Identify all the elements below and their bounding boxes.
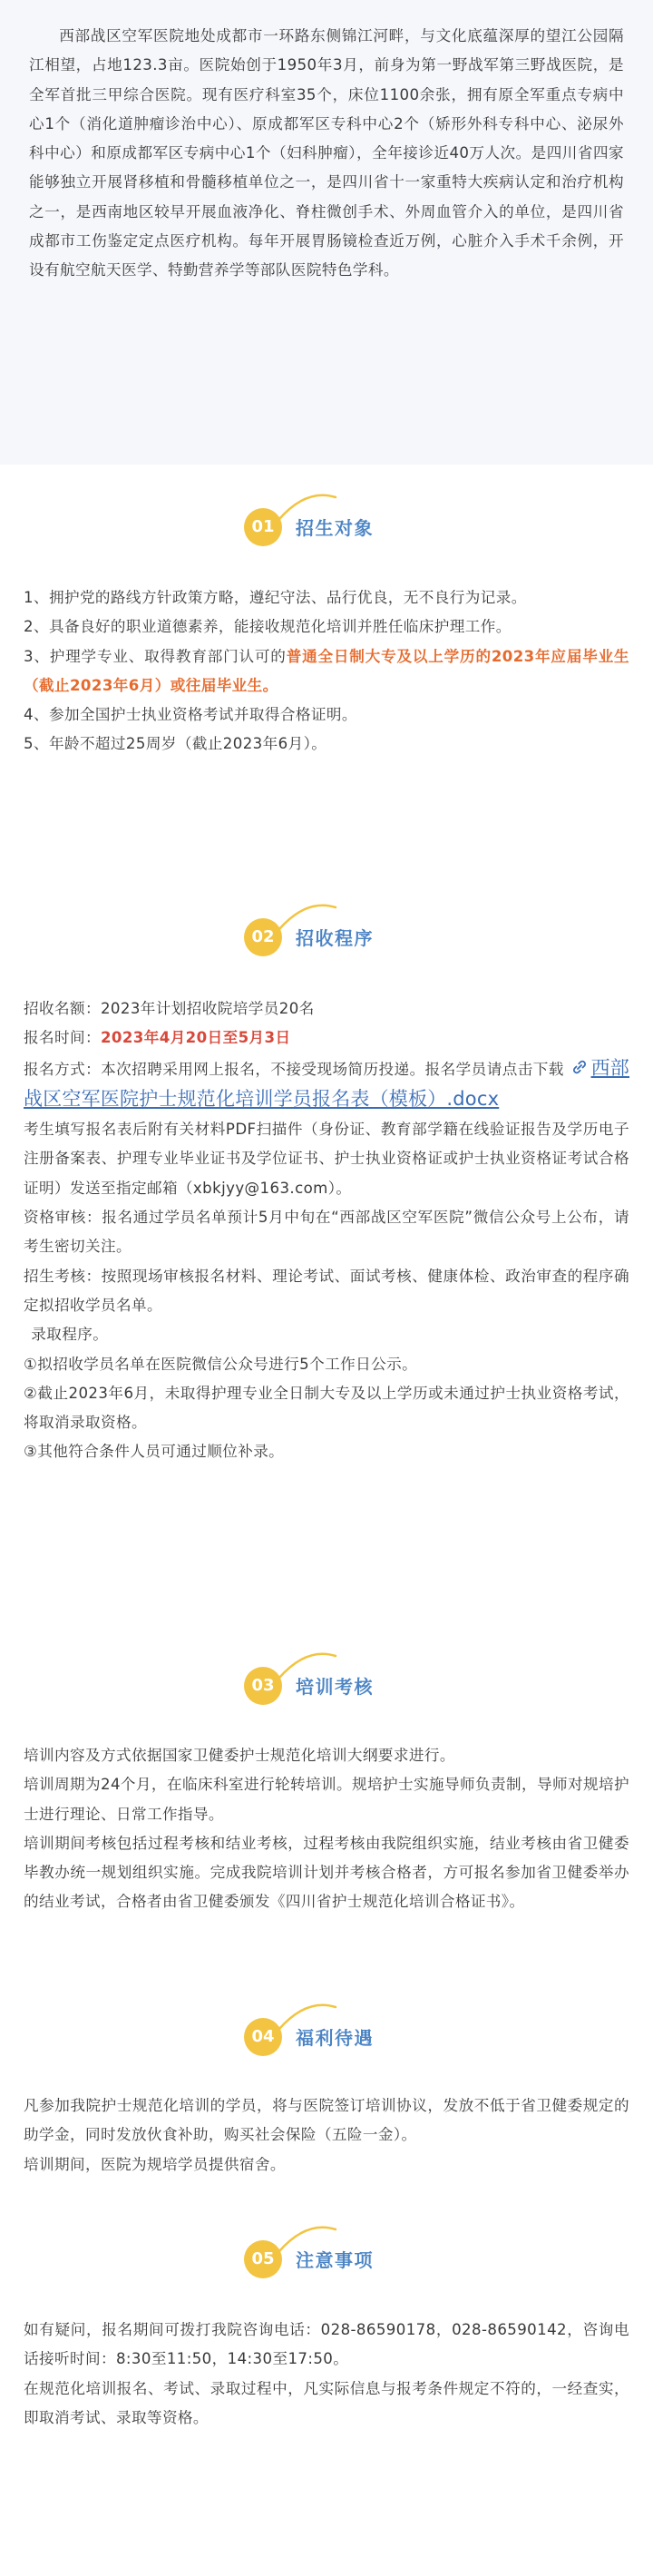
registration-form-download-link[interactable]: 西部战区空军医院护士规范化培训学员报名表（模板）.docx: [24, 1056, 630, 1110]
training-section: [0, 1741, 653, 1917]
section-heading-notes: [239, 2220, 421, 2282]
procedure-admission-2: ②截止2023年6月，未取得护理专业全日制大专及以上学历或未通过护士执业资格考试，将取消录取资格。: [24, 1384, 629, 1432]
training-paragraph-2: 培训周期为24个月，在临床科室进行轮转培训。规培护士实施导师负责制，导师对规培护士进行理论、日常工作指导。: [24, 1776, 629, 1823]
notes-paragraph-2: 在规范化培训报名、考试、录取过程中，凡实际信息与报考条件规定不符的，一经查实，即取消考试、录取等资格。: [24, 2379, 629, 2426]
recruit-target-item-5: 5、年龄不超过25周岁（截止2023年6月）。: [24, 735, 327, 753]
section-number-badge: 02: [244, 918, 282, 956]
recruit-target-item-4: 4、参加全国护士执业资格考试并取得合格证明。: [24, 706, 357, 724]
section-title: 招生对象: [296, 517, 374, 539]
training-paragraph-1: 培训内容及方式依据国家卫健委护士规范化培训大纲要求进行。: [24, 1747, 455, 1764]
section-number-badge: 03: [244, 1667, 282, 1705]
training-paragraph-3: 培训期间考核包括过程考核和结业考核，过程考核由我院组织实施，结业考核由省卫健委毕教办统一规划组织实施。完成我院培训计划并考核合格者，方可报名参加省卫健委举办的结业考试，合格者由省卫健委颁发《四川省护士规范化培训合格证书》。: [24, 1834, 629, 1911]
procedure-method-text: 报名方式：本次招聘采用网上报名，不接受现场简历投递。报名学员请点击下载: [24, 1060, 564, 1078]
section-heading-recruit-targets: [239, 488, 421, 550]
procedure-admission-1: ①拟招收学员名单在医院微信公众号进行5个工作日公示。: [24, 1355, 418, 1373]
attachment-link-icon: [570, 1057, 590, 1077]
section-title: 培训考核: [296, 1676, 374, 1698]
recruit-targets-section: [0, 583, 653, 759]
section-heading-welfare: [239, 1998, 421, 2060]
section-title: 注意事项: [296, 2249, 374, 2271]
intro-card: [0, 0, 653, 465]
item-3-text: 3、护理学专业、取得教育部门认可的: [24, 647, 287, 665]
item-3-or: 或: [170, 676, 186, 694]
procedure-admission-label: 录取程序。: [31, 1326, 109, 1344]
welfare-paragraph-2: 培训期间，医院为规培学员提供宿舍。: [24, 2155, 286, 2173]
section-heading-training: [239, 1647, 421, 1709]
procedure-exam: 招生考核：按照现场审核报名材料、理论考试、面试考核、健康体检、政治审查的程序确定拟招收学员名单。: [24, 1267, 629, 1314]
item-3-highlight-past-graduates: 往届毕业生。: [185, 676, 278, 694]
section-number-badge: 05: [244, 2240, 282, 2278]
procedure-method: [24, 1053, 629, 1116]
section-title: 福利待遇: [296, 2027, 374, 2049]
procedure-time: [24, 1024, 629, 1053]
recruit-target-item-2: 2、具备良好的职业道德素养，能接收规范化培训并胜任临床护理工作。: [24, 618, 512, 636]
procedure-section: [0, 994, 653, 1467]
procedure-quota: 招收名额：2023年计划招收院培学员20名: [24, 1000, 315, 1017]
recruit-target-item-1: 1、拥护党的路线方针政策方略，遵纪守法、品行优良，无不良行为记录。: [24, 589, 527, 606]
section-number-badge: 01: [244, 508, 282, 546]
item-3-highlight-graduates: 普通全日制大专及以上学历的2023年应届毕业生（截止2023年6月）: [24, 647, 630, 694]
welfare-section: [0, 2091, 653, 2179]
procedure-admission-3: ③其他符合条件人员可通过顺位补录。: [24, 1443, 285, 1461]
procedure-time-value: 2023年4月20日至5月3日: [100, 1029, 291, 1047]
recruit-target-item-3: [24, 642, 629, 701]
procedure-submit: 考生填写报名表后附有关材料PDF扫描件（身份证、教育部学籍在线验证报告及学历电子注册备案表、护理专业毕业证书及学位证书、护士执业资格证或护士执业资格证考试合格证明）发送至指定邮箱（xbkjyy@163.com）。: [24, 1121, 629, 1197]
procedure-time-label: 报名时间：: [24, 1029, 101, 1047]
welfare-paragraph-1: 凡参加我院护士规范化培训的学员，将与医院签订培训协议，发放不低于省卫健委规定的助学金，同时发放伙食补助，购买社会保险（五险一金）。: [24, 2097, 629, 2144]
notes-section: [0, 2316, 653, 2433]
procedure-review: 资格审核：报名通过学员名单预计5月中旬在“西部战区空军医院”微信公众号上公布，请考生密切关注。: [24, 1209, 629, 1256]
intro-paragraph: 西部战区空军医院地处成都市一环路东侧锦江河畔，与文化底蕴深厚的望江公园隔江相望，占地123.3亩。医院始创于1950年3月，前身为第一野战军第三野战医院，是全军首批三甲综合医院。现有医疗科室35个，床位1100余张，拥有原全军重点专病中心1个（消化道肿瘤诊治中心）、原成都军区专科中心2个（矫形外科专科中心、泌尿外科中心）和原成都军区专病中心1个（妇科肿瘤），全年接诊近40万人次。是四川省四家能够独立开展肾移植和骨髓移植单位之一，是四川省十一家重特大疾病认定和治疗机构之一，是西南地区较早开展血液净化、脊柱微创手术、外周血管介入的单位，是四川省成都市工伤鉴定定点医疗机构。每年开展胃肠镜检查近万例，心脏介入手术千余例，开设有航空航天医学、特勤营养学等部队医院特色学科。: [29, 27, 624, 279]
section-number-badge: 04: [244, 2018, 282, 2056]
notes-paragraph-1: 如有疑问，报名期间可拨打我院咨询电话：028-86590178，028-86590142，咨询电话接听时间：8:30至11:50，14:30至17:50。: [24, 2321, 629, 2368]
section-title: 招收程序: [296, 927, 374, 949]
section-heading-procedure: [239, 898, 421, 960]
